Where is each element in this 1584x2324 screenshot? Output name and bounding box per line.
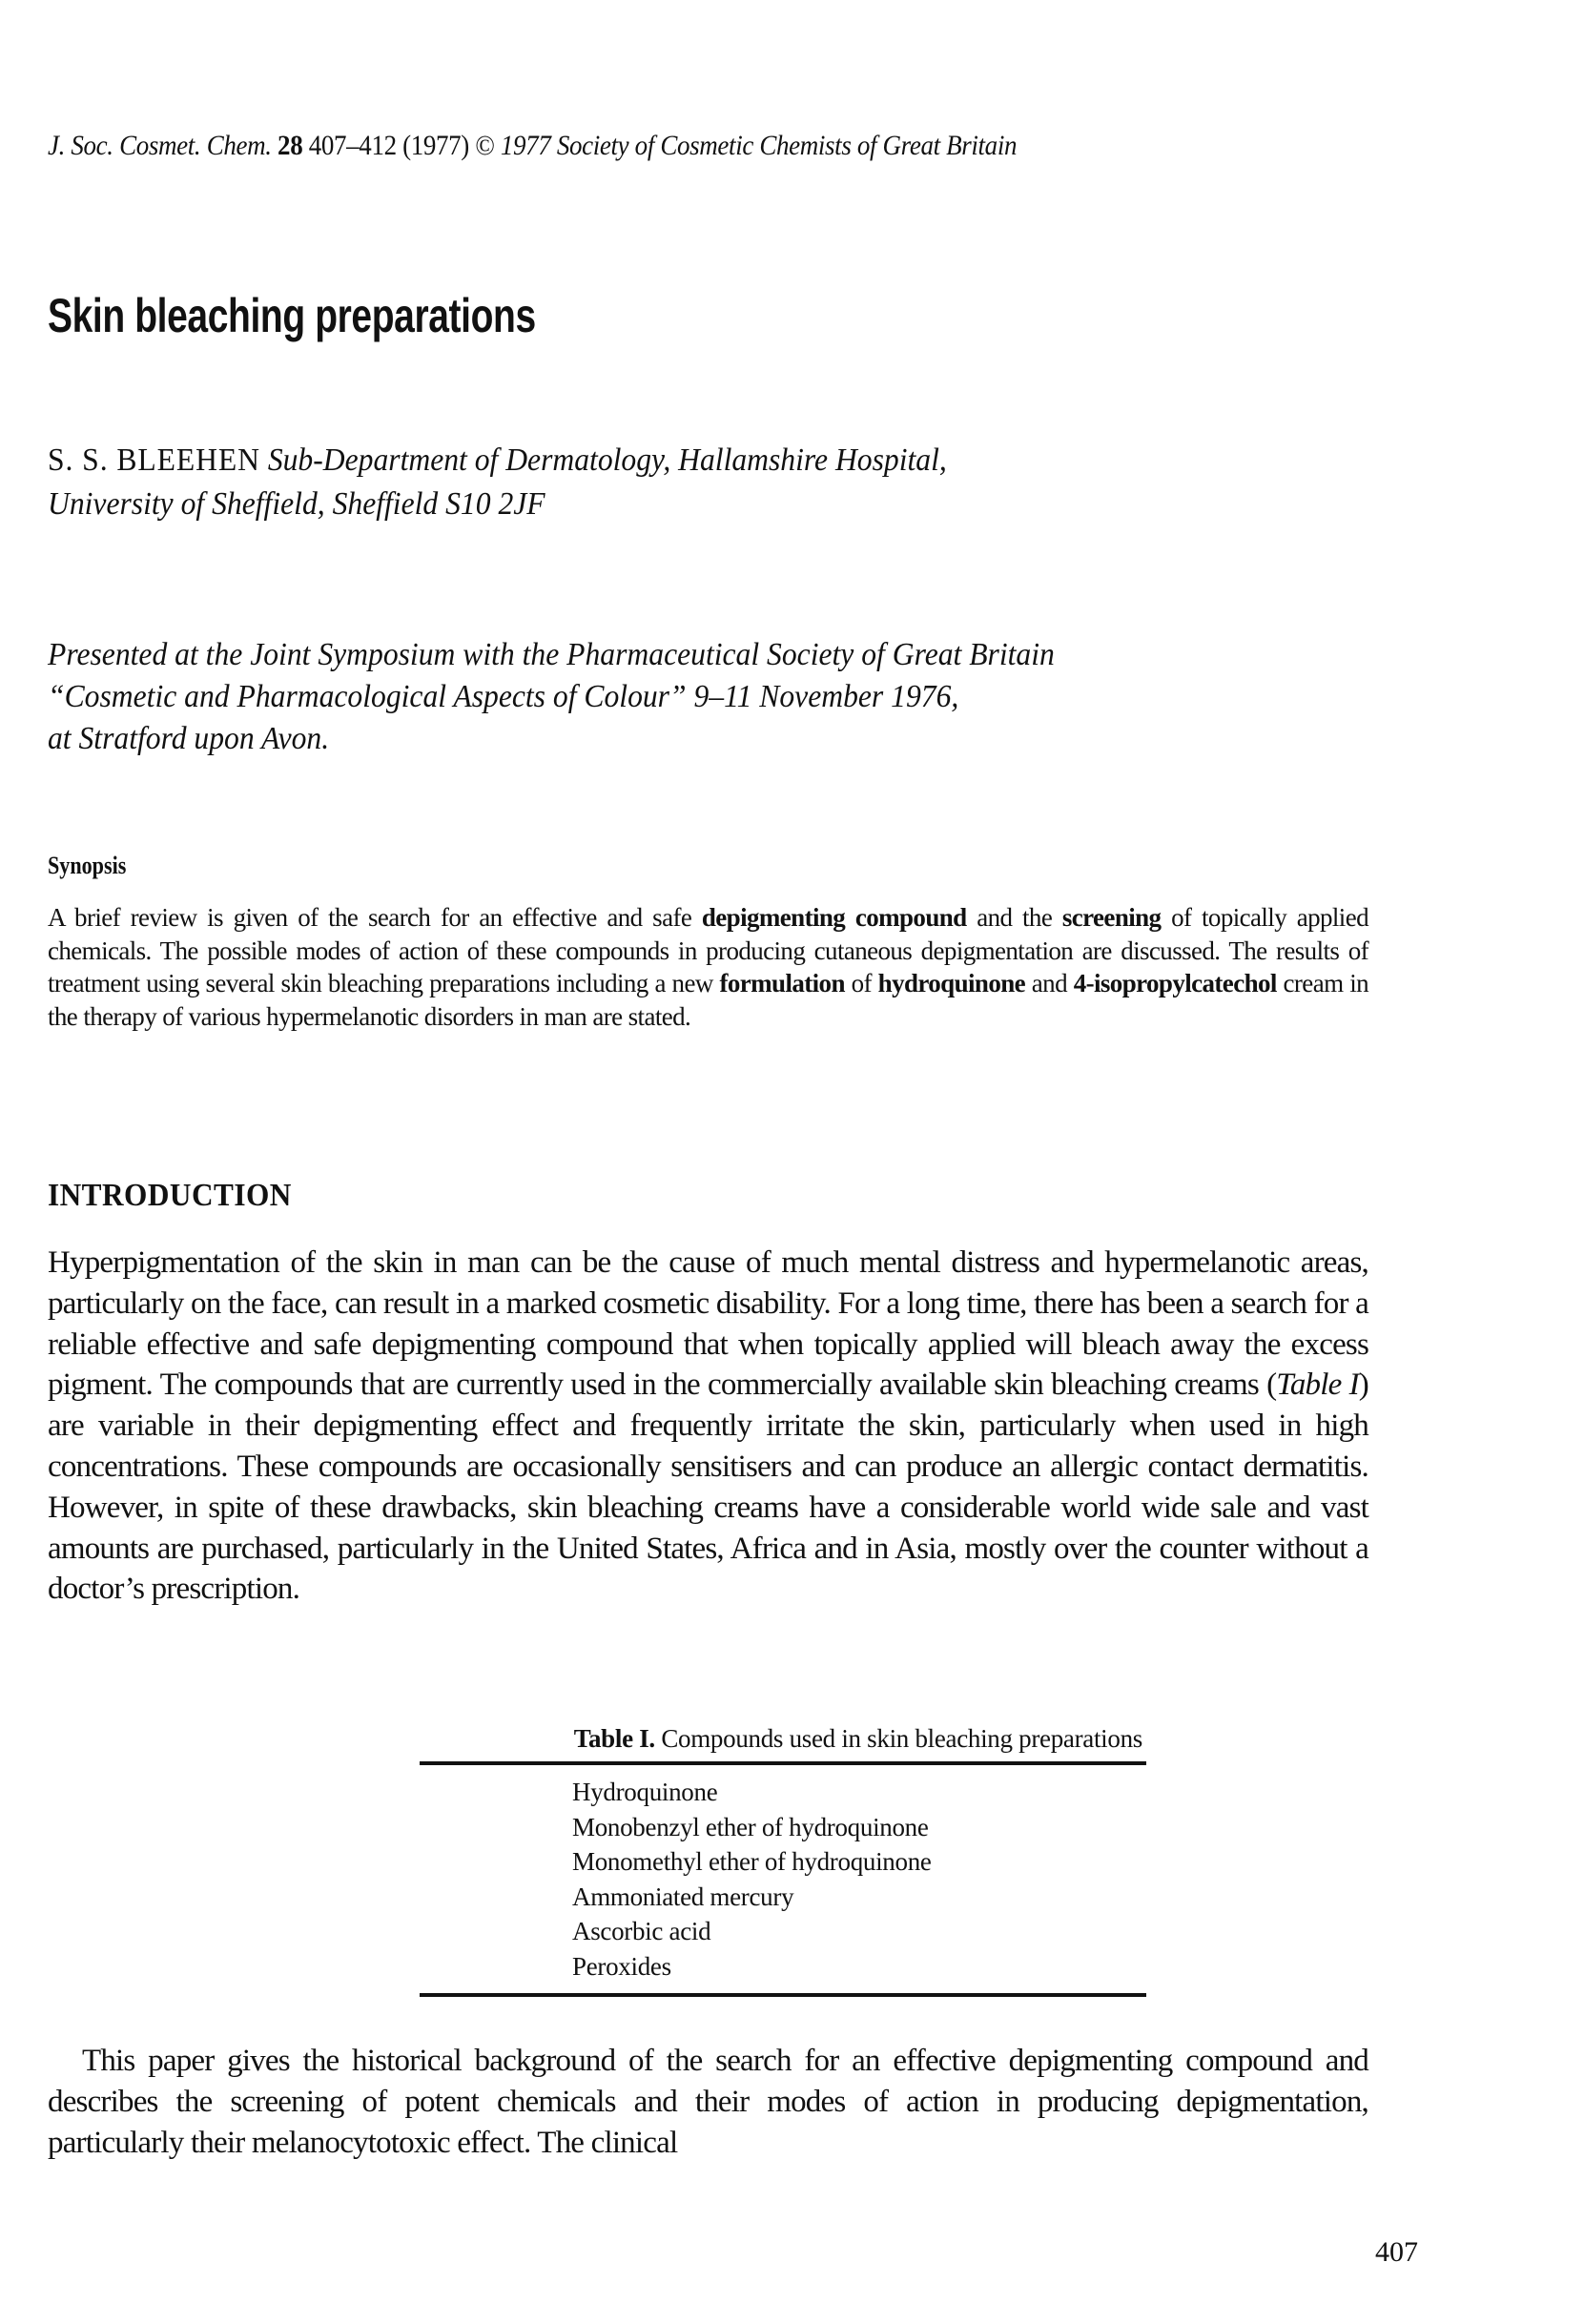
journal-citation [48, 130, 1017, 162]
table-row: Monobenzyl ether of hydroquinone [572, 1812, 929, 1841]
journal-pages-year: 407–412 (1977) [308, 130, 469, 161]
journal-abbrev: J. Soc. Cosmet. Chem. [48, 130, 272, 161]
synopsis-paragraph [48, 901, 1368, 1033]
table-1 [420, 1724, 1144, 1997]
introduction-paragraph-2 [48, 2041, 1368, 2163]
intro-text-segment: ) are variable in their depigmenting effect and frequently irritate the skin, particularly when used in high concentrations. These compounds are occasionally sensitisers and can produce an allergic contact dermatitis. However, in spite of these drawbacks, skin bleaching creams have a considerable world wide sale and vast amounts are purchased, particularly in the United States, Africa and in Asia, mostly over the counter without a doctor’s prescription. [48, 1368, 1368, 1607]
table-bottom-rule [420, 1993, 1146, 1997]
table-row: Ascorbic acid [572, 1917, 711, 1945]
copyright-icon: © [475, 130, 495, 161]
synopsis-text-segment: cream in the therapy of various hypermelanotic disorders in man are stated. [48, 969, 1369, 1031]
keyword-depigmenting-compound: depigmenting compound [701, 903, 967, 932]
table-row: Hydroquinone [572, 1778, 718, 1806]
table-reference-link: Table I [1276, 1368, 1359, 1403]
keyword-isopropylcatechol: 4-isopropylcatechol [1073, 969, 1277, 997]
presentation-line-1: Presented at the Joint Symposium with the Pharmaceutical Society of Great Britain [48, 637, 1055, 672]
presentation-line-3: at Stratford upon Avon. [48, 721, 330, 756]
table-caption [420, 1724, 1144, 1754]
table-compound-list [420, 1775, 1144, 1984]
intro-text-segment: This paper gives the historical background of the search for an effective depigmenting compound and describes the screening of potent chemicals and their modes of action in producing depigmentation, particularly their melanocytotoxic effect. The clinical [48, 2044, 1368, 2160]
article-title: Skin bleaching preparations [48, 289, 536, 342]
synopsis-text-segment: and the [966, 903, 1062, 932]
table-label: Table I. [573, 1724, 655, 1753]
table-row: Peroxides [572, 1951, 671, 1981]
synopsis-text-segment: and [1025, 969, 1074, 997]
synopsis-text-segment: of [844, 969, 878, 997]
table-caption-text: Compounds used in skin bleaching preparations [654, 1724, 1142, 1753]
intro-text-segment: Hyperpigmentation of the skin in man can be the cause of much mental distress and hypermelanotic areas, particularly on the face, can result in a marked cosmetic disability. For a long time, there has been a search for a reliable effective and safe depigmenting compound that when topically applied will bleach away the excess pigment. The compounds that are currently used in the commercially available skin bleaching creams ( [48, 1245, 1368, 1403]
table-row: Monomethyl ether of hydroquinone [572, 1847, 932, 1876]
presentation-line-2: “Cosmetic and Pharmacological Aspects of Colour” 9–11 November 1976, [48, 679, 959, 714]
keyword-hydroquinone: hydroquinone [877, 969, 1026, 997]
copyright-holder: 1977 Society of Cosmetic Chemists of Great Britain [500, 130, 1018, 161]
introduction-heading: INTRODUCTION [48, 1178, 292, 1213]
author-name: S. S. BLEEHEN [48, 442, 260, 478]
presentation-note [48, 634, 1055, 760]
synopsis-text-segment: A brief review is given of the search for an effective and safe [48, 903, 702, 932]
synopsis-heading: Synopsis [48, 852, 127, 879]
journal-volume: 28 [278, 130, 303, 161]
table-row: Ammoniated mercury [572, 1882, 794, 1911]
page-number: 407 [1375, 2236, 1418, 2268]
introduction-paragraph-1 [48, 1243, 1368, 1610]
author-affiliation-line2: University of Sheffield, Sheffield S10 2JF [48, 486, 545, 522]
synopsis-text-segment: of topically applied chemicals. The possible modes of action of these compounds in producing cutaneous depigmentation are discussed. The results of treatment using several skin bleaching preparations including a new [48, 903, 1368, 997]
author-block [48, 439, 947, 526]
keyword-screening: screening [1061, 903, 1162, 932]
table-top-rule [420, 1761, 1146, 1765]
keyword-formulation: formulation [719, 969, 845, 997]
author-affiliation-line1: Sub-Department of Dermatology, Hallamshire Hospital, [267, 442, 947, 478]
